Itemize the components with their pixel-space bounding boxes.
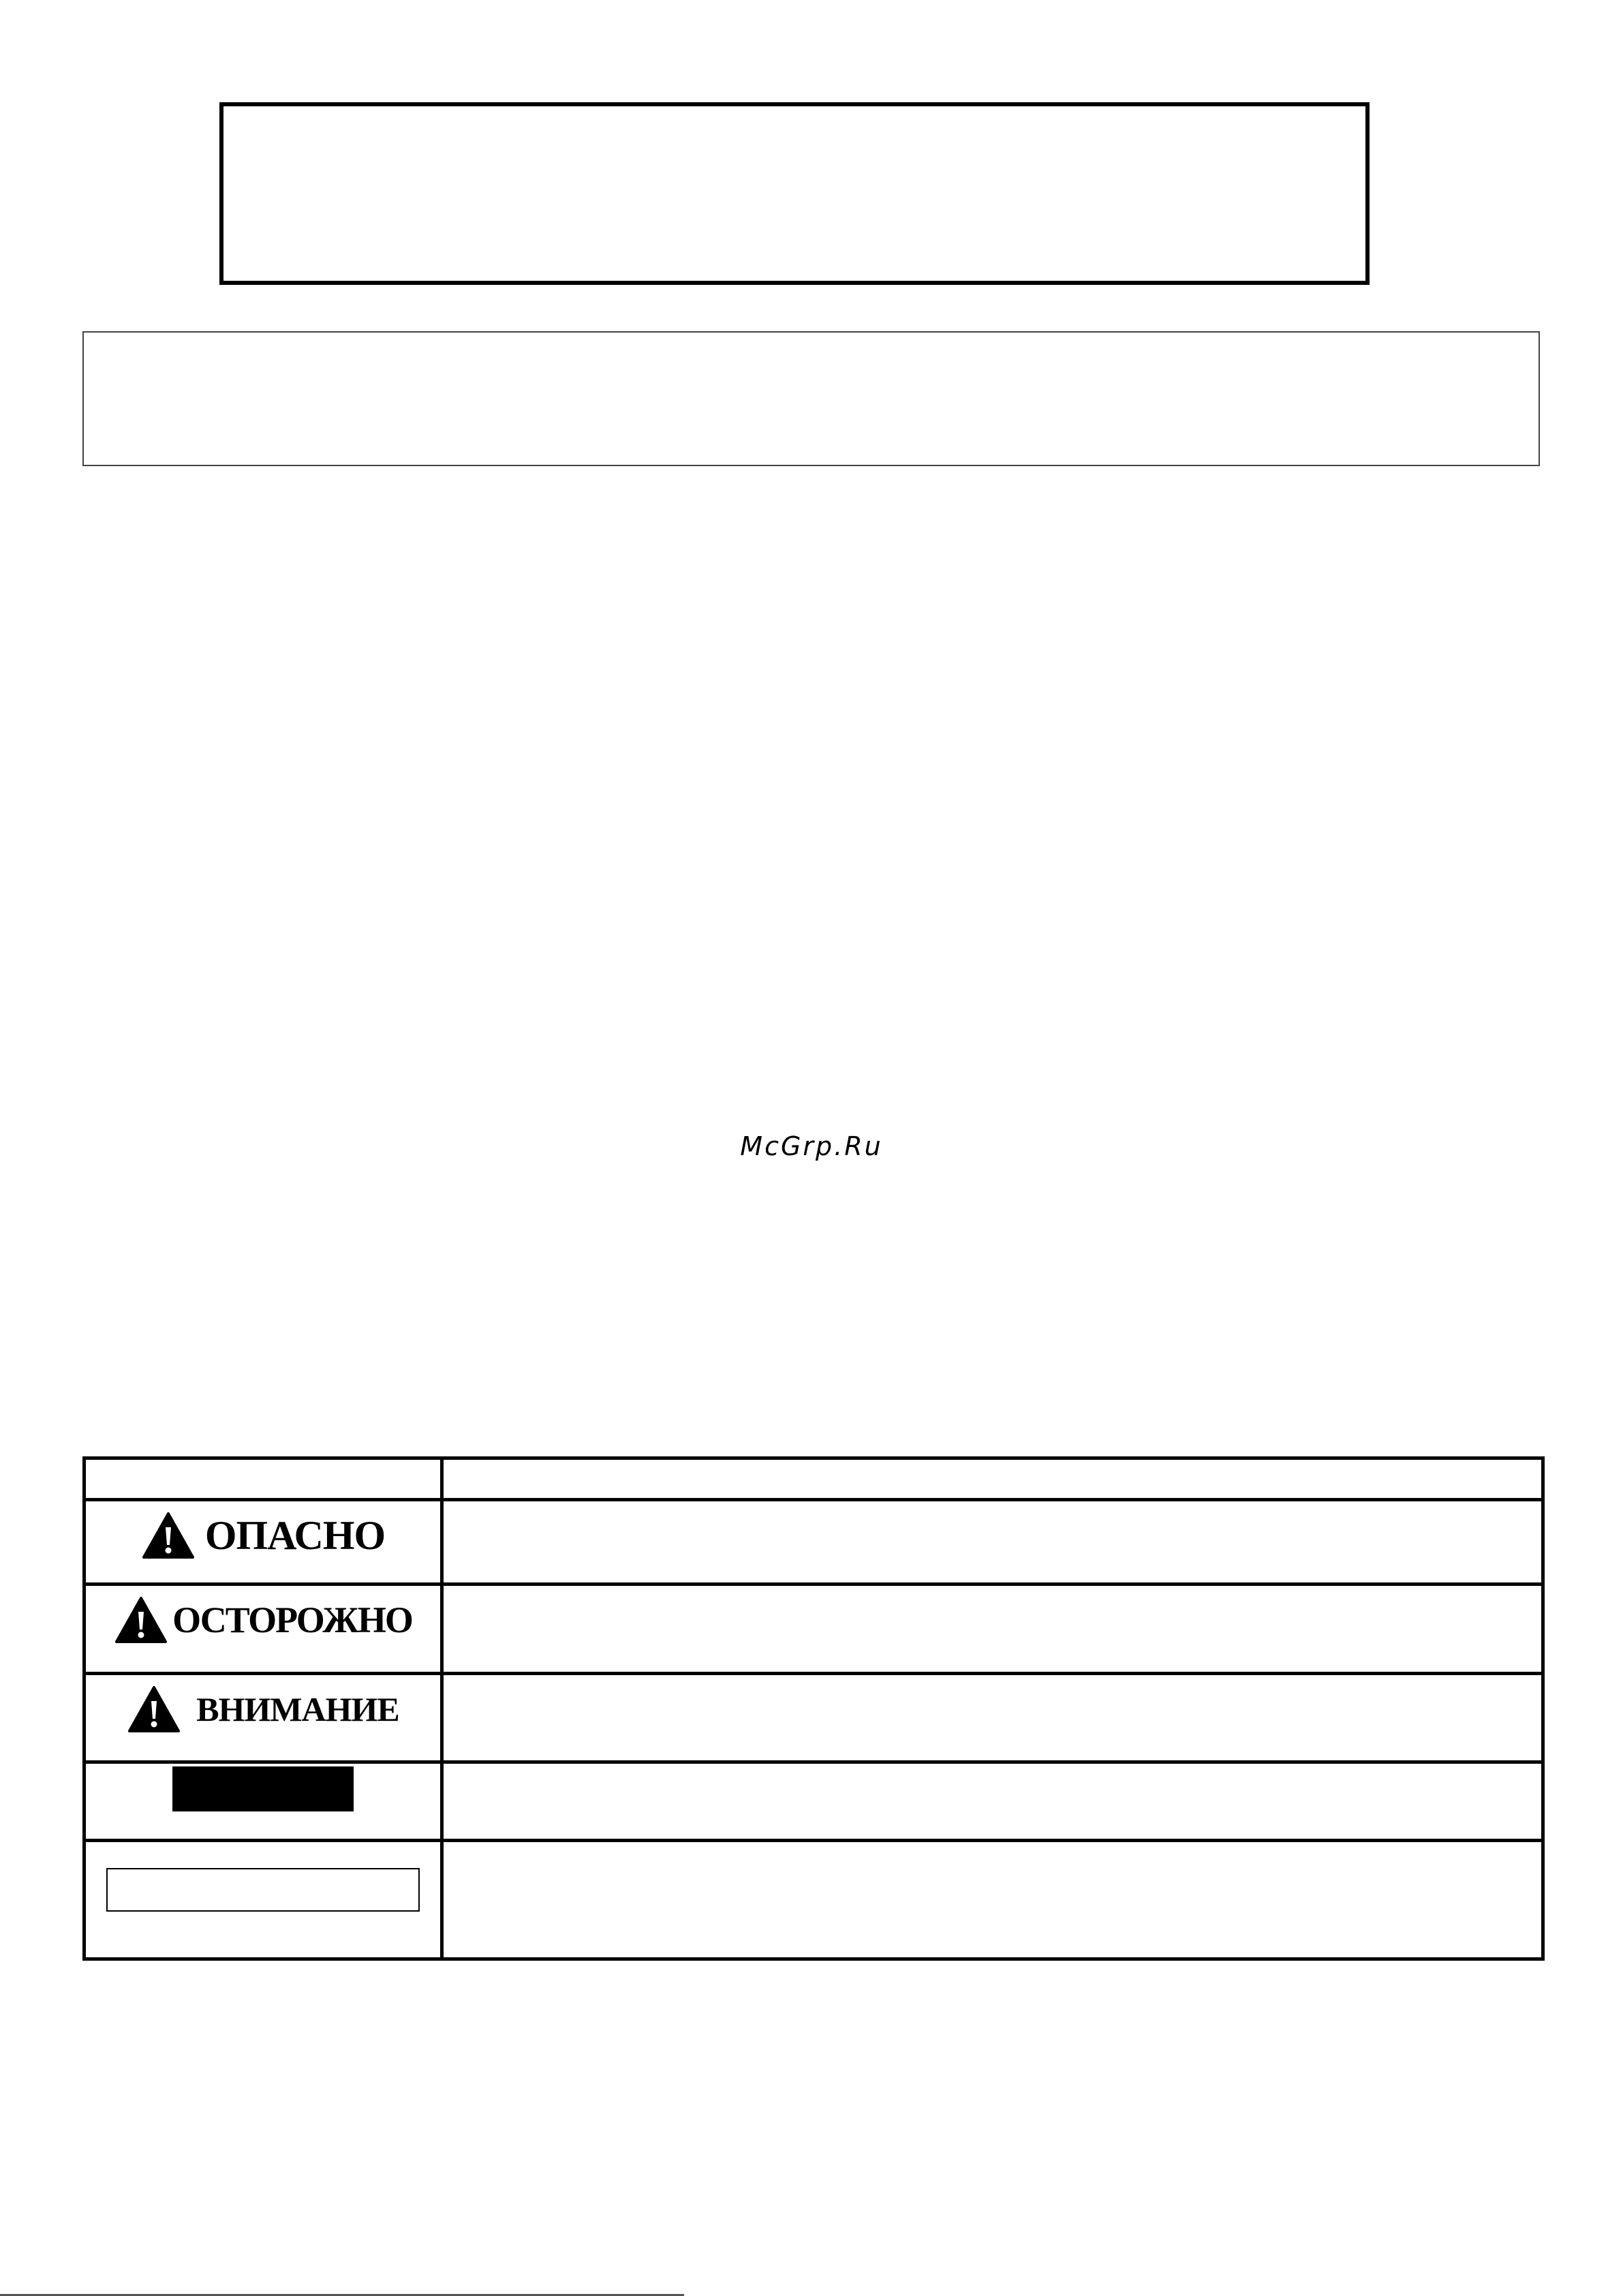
signal-cell-caution (84, 1674, 442, 1762)
signal-cell-note (84, 1841, 442, 1959)
signal-word-danger: ОПАСНО (204, 1513, 386, 1558)
table-row (84, 1674, 1543, 1762)
outlined-label-block (106, 1868, 420, 1912)
table-row (84, 1762, 1543, 1841)
signal-cell-notice (84, 1762, 442, 1841)
table-header-row (84, 1458, 1543, 1500)
signal-word-warning: ОСТОРОЖНО (172, 1599, 412, 1640)
signal-cell-danger (84, 1500, 442, 1585)
description-cell (442, 1585, 1543, 1674)
watermark: McGrp.Ru (740, 1131, 883, 1161)
warning-triangle-icon (127, 1685, 181, 1734)
table-row (84, 1500, 1543, 1585)
signal-word-caution: ВНИМАНИЕ (196, 1690, 399, 1728)
description-cell (442, 1674, 1543, 1762)
description-cell (442, 1762, 1543, 1841)
signal-word-table (82, 1456, 1545, 1961)
warning-triangle-icon (114, 1595, 168, 1644)
description-cell (442, 1841, 1543, 1959)
table-row (84, 1585, 1543, 1674)
black-label-block (172, 1766, 354, 1811)
header-cell-description (442, 1458, 1543, 1500)
description-cell (442, 1500, 1543, 1585)
title-box (219, 102, 1370, 285)
warning-triangle-icon (141, 1511, 196, 1560)
table-row (84, 1841, 1543, 1959)
signal-cell-warning (84, 1585, 442, 1674)
notice-box (82, 331, 1540, 466)
header-cell-signal (84, 1458, 442, 1500)
